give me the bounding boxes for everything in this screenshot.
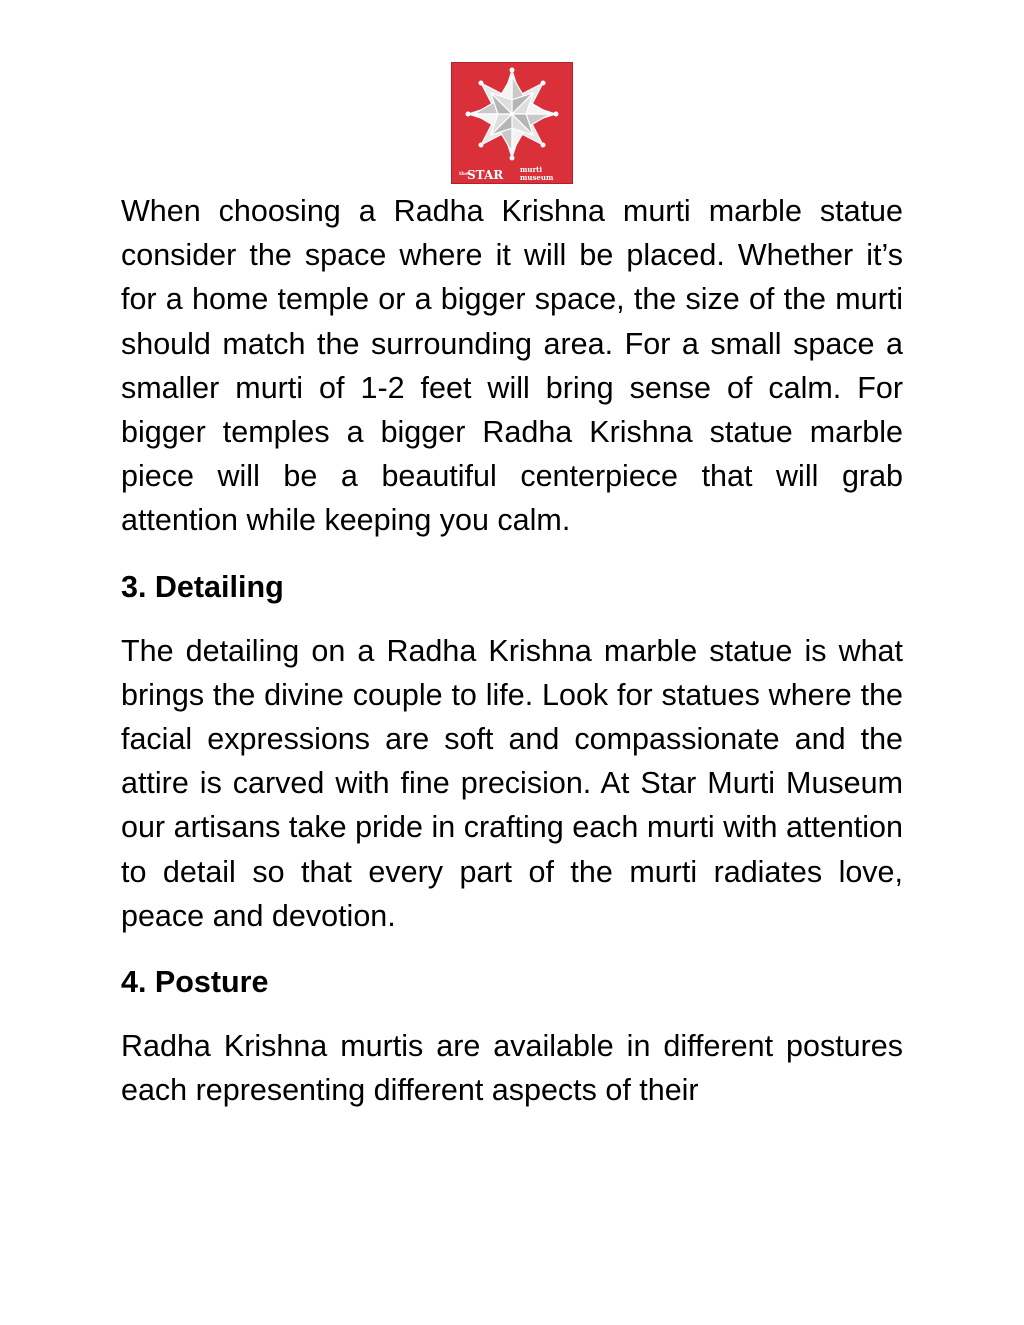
logo-text-murti: murti — [520, 165, 543, 174]
heading-detailing: 3. Detailing — [121, 569, 284, 604]
logo-text-museum: museum — [520, 173, 554, 182]
star-murti-museum-logo — [451, 62, 573, 184]
logo-text-the: the — [459, 171, 469, 177]
paragraph-posture: Radha Krishna murtis are available in different postures each representing different aspects of their — [121, 1029, 903, 1108]
heading-posture: 4. Posture — [121, 965, 269, 1000]
document-body — [121, 189, 903, 1112]
logo-text-star: STAR — [467, 168, 504, 182]
star-logo-graphic — [451, 62, 573, 184]
paragraph-detailing: The detailing on a Radha Krishna marble statue is what brings the divine couple to life. Look for statues where the facial expressions are soft and compassionate and the attire is carved with fine precision. At Star Murti Museum our artisans take pride in crafting each murti with attention to detail so that every part of the murti radiates love, peace and devotion. — [121, 633, 903, 933]
paragraph-size-guidance: When choosing a Radha Krishna murti marble statue consider the space where it will be placed. Whether it’s for a home temple or a bigger space, the size of the murti should match the surrounding area. For a small space a smaller murti of 1-2 feet will bring sense of calm. For bigger temples a bigger Radha Krishna statue marble piece will be a beautiful centerpiece that will grab attention while keeping you calm. — [121, 194, 903, 538]
